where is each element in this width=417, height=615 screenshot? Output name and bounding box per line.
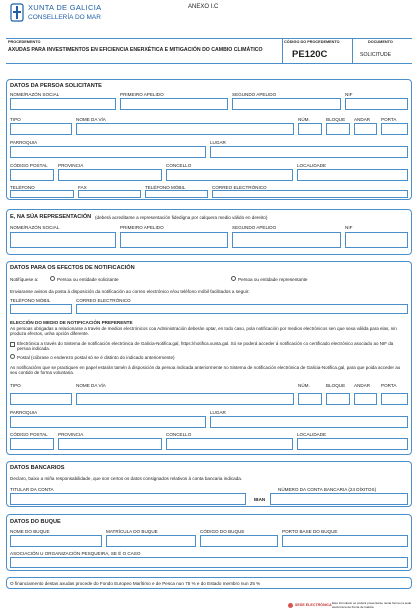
notif-label-parish: PARROQUIA (10, 410, 38, 415)
label-floor: ANDAR (354, 117, 371, 122)
rep-label-surname1: PRIMEIRO APELIDO (120, 225, 164, 230)
means-title: ELECCIÓN DO MEDIO DE NOTIFICACIÓN PREFERENTE (10, 320, 133, 325)
notif-province-input[interactable] (58, 438, 162, 450)
rep-name-input[interactable] (10, 232, 116, 248)
label-number: NÚM. (298, 117, 310, 122)
notif-parish-input[interactable] (10, 416, 206, 428)
applicant-place-input[interactable] (210, 146, 408, 158)
bank-account-input[interactable] (270, 493, 408, 505)
label-door: PORTA (381, 117, 397, 122)
applicant-nif-input[interactable] (345, 98, 408, 110)
applicant-email-input[interactable] (212, 190, 408, 198)
notif-label-council: CONCELLO (166, 432, 192, 437)
notif-floor-input[interactable] (354, 393, 377, 405)
notify-applicant-radio[interactable] (50, 276, 55, 281)
notif-label-door: PORTA (381, 383, 397, 388)
label-parish: PARROQUIA (10, 140, 38, 145)
sede-label[interactable]: SEDE ELECTRÓNICA (295, 603, 332, 607)
applicant-name-input[interactable] (10, 98, 116, 110)
rep-nif-input[interactable] (345, 232, 408, 248)
bank-section-title: DATOS BANCARIOS (10, 465, 65, 471)
notif-type-input[interactable] (10, 393, 72, 405)
vessel-label-registration: MATRÍCULA DO BUQUE (106, 529, 158, 534)
label-surname1: PRIMEIRO APELIDO (120, 92, 164, 97)
bank-holder-label: TITULAR DA CONTA (10, 487, 54, 492)
notif-postcode-input[interactable] (10, 438, 54, 450)
vessel-code-input[interactable] (200, 535, 278, 547)
vessel-label-port: PORTO BASE DO BUQUE (282, 529, 338, 534)
postal-notification-radio[interactable] (10, 354, 15, 359)
applicant-locality-input[interactable] (297, 169, 408, 181)
applicant-fax-input[interactable] (78, 190, 141, 198)
notify-representative-radio[interactable] (231, 276, 236, 281)
sede-note: Este formulario só poderá presentarse nesta forma na sede electrónica da Xunta de Galicia (332, 601, 412, 609)
applicant-floor-input[interactable] (354, 123, 377, 135)
label-province: PROVINCIA (58, 163, 84, 168)
applicant-surname2-input[interactable] (232, 98, 341, 110)
vessel-registration-input[interactable] (106, 535, 196, 547)
bank-holder-input[interactable] (10, 493, 246, 505)
procedure-divider-1 (282, 39, 283, 64)
procedure-title: AXUDAS PARA INVESTIMENTOS EN EFICIENCIA ENERXÉTICA E MITIGACIÓN DO CAMBIO CLIMÁTICO (8, 47, 263, 53)
annex-label: ANEXO I.C (188, 4, 219, 10)
means-text: As persoas obrigadas a relacionarse a través de medios electrónicos coa Administración deberán optar, en todo caso, pola notificación por medios electrónicos sen que sexa válida para elas, nin produza efectos, unha opción diferente. (10, 326, 397, 337)
applicant-postcode-input[interactable] (10, 169, 54, 181)
vessel-association-input[interactable] (10, 557, 408, 568)
representative-note: (deberá acreditarse a representación fidedigna por calquera medio válido en dereito) (95, 215, 268, 220)
notify-to-label: Notifíquese a: (10, 277, 39, 282)
vessel-label-name: NOME DO BUQUE (10, 529, 50, 534)
applicant-mobile-input[interactable] (145, 190, 208, 198)
iban-label: IBAN (254, 497, 266, 502)
notif-label-block: BLOQUE (326, 383, 346, 388)
notif-label-email: CORREO ELECTRÓNICO (76, 298, 131, 303)
procedure-divider-2 (352, 39, 353, 64)
applicant-parish-input[interactable] (10, 146, 206, 158)
notif-council-input[interactable] (166, 438, 293, 450)
vessel-port-input[interactable] (282, 535, 408, 547)
applicant-door-input[interactable] (381, 123, 408, 135)
notif-label-postcode: CÓDIGO POSTAL (10, 432, 48, 437)
notice-text: Enviaranse avisos da posta á disposición da notificación ao correo electrónico e/ou teléfono móbil facilitados a seguir: (10, 289, 250, 294)
applicant-province-input[interactable] (58, 169, 162, 181)
label-email: CORREO ELECTRÓNICO (212, 185, 267, 190)
label-council: CONCELLO (166, 163, 192, 168)
vessel-label-code: CÓDIGO DO BUQUE (200, 529, 245, 534)
procedure-code: PE120C (292, 49, 328, 60)
applicant-surname1-input[interactable] (120, 98, 228, 110)
bank-account-label: NÚMERO DA CONTA BANCARIA (24 DÍXITOS) (278, 487, 377, 492)
applicant-type-input[interactable] (10, 123, 72, 135)
notify-applicant-label: Persoa ou entidade solicitante (57, 277, 119, 282)
label-street: NOME DA VÍA (76, 117, 106, 122)
notif-label-number: NÚM. (298, 383, 310, 388)
notify-representative-label: Persoa ou entidade representante (238, 277, 308, 282)
notif-door-input[interactable] (381, 393, 408, 405)
notif-label-locality: LOCALIDADE (297, 432, 327, 437)
notif-label-province: PROVINCIA (58, 432, 84, 437)
label-surname2: SEGUNDO APELIDO (232, 92, 277, 97)
label-nif: NIF (345, 92, 353, 97)
rep-label-surname2: SEGUNDO APELIDO (232, 225, 277, 230)
applicant-number-input[interactable] (298, 123, 322, 135)
label-mobile: TELÉFONO MÓBIL (145, 185, 186, 190)
document-label: DOCUMENTO (368, 40, 393, 44)
document-type: SOLICITUDE (360, 52, 392, 58)
postal-notification-text: Postal (cúbrase o enderezo postal só se é distinto do indicado anteriormente) (17, 355, 175, 360)
vessel-section-title: DATOS DO BUQUE (10, 519, 61, 525)
notif-mobile-input[interactable] (10, 304, 72, 314)
notification-section-title: DATOS PARA OS EFECTOS DE NOTIFICACIÓN (10, 265, 135, 271)
label-locality: LOCALIDADE (297, 163, 327, 168)
applicant-phone-input[interactable] (10, 190, 74, 198)
notif-place-input[interactable] (210, 416, 408, 428)
rep-surname1-input[interactable] (120, 232, 228, 248)
notif-label-type: TIPO (10, 383, 21, 388)
electronic-notification-text: Electrónica a través do Sistema de notificación electrónica de Galicia-Notifica.gal, https://notifica.xunta.gal. Só se poderá acceder á notificación co certificado electrónico asociado ao NIF da persoa indicada. (17, 341, 394, 352)
org-name: XUNTA DE GALICIA (28, 3, 102, 12)
label-type: TIPO (10, 117, 21, 122)
rep-surname2-input[interactable] (232, 232, 341, 248)
notif-block-input[interactable] (326, 393, 350, 405)
applicant-block-input[interactable] (326, 123, 350, 135)
org-department: CONSELLERÍA DO MAR (28, 14, 101, 21)
xunta-logo (9, 3, 25, 23)
representative-section-title: E, NA SÚA REPRESENTACIÓN (10, 214, 92, 220)
notif-street-input[interactable] (76, 393, 294, 405)
vessel-association-label: ASOCIACIÓN U ORGANIZACIÓN PESQUEIRA, SE É O CASO (10, 551, 141, 556)
procedure-label: PROCEDEMENTO (8, 40, 41, 44)
electronic-notification-checkbox[interactable] (10, 342, 15, 347)
label-fax: FAX (78, 185, 87, 190)
rep-label-name: NOME/RAZÓN SOCIAL (10, 225, 60, 230)
notif-label-place: LUGAR (210, 410, 226, 415)
procedure-code-label: CÓDIGO DO PROCEDEMENTO (284, 40, 340, 44)
xunta-emblem-icon (9, 3, 25, 23)
label-block: BLOQUE (326, 117, 346, 122)
notif-label-street: NOME DA VÍA (76, 383, 106, 388)
notif-email-input[interactable] (76, 304, 408, 314)
bank-statement: Declaro, baixo a miña responsabilidade, que son certos os datos consignados relativos á conta bancaria indicada. (10, 476, 243, 481)
funding-text: O financiamento destas axudas procede do Fondo Europeo Marítimo e de Pesca nun 75 % e do Estado membro nun 25 % (10, 581, 261, 586)
label-place: LUGAR (210, 140, 226, 145)
label-name: NOME/RAZÓN SOCIAL (10, 92, 60, 97)
applicant-council-input[interactable] (166, 169, 293, 181)
sede-icon (288, 603, 293, 608)
notif-number-input[interactable] (298, 393, 322, 405)
paper-notification-text: As notificacións que se practiquen en papel estarán tamén á disposición da persoa indicada anteriormente no Sistema de notificación electrónica de Galicia-Notifica.gal, para que poida acceder ao seu contido de forma voluntaria. (10, 365, 401, 376)
label-phone: TELÉFONO (10, 185, 35, 190)
rep-label-nif: NIF (345, 225, 353, 230)
applicant-section-title: DATOS DA PERSOA SOLICITANTE (10, 83, 102, 89)
label-postcode: CÓDIGO POSTAL (10, 163, 48, 168)
notif-label-floor: ANDAR (354, 383, 371, 388)
applicant-street-input[interactable] (76, 123, 294, 135)
notif-label-mobile: TELÉFONO MÓBIL (10, 298, 51, 303)
vessel-name-input[interactable] (10, 535, 102, 547)
notif-locality-input[interactable] (297, 438, 408, 450)
